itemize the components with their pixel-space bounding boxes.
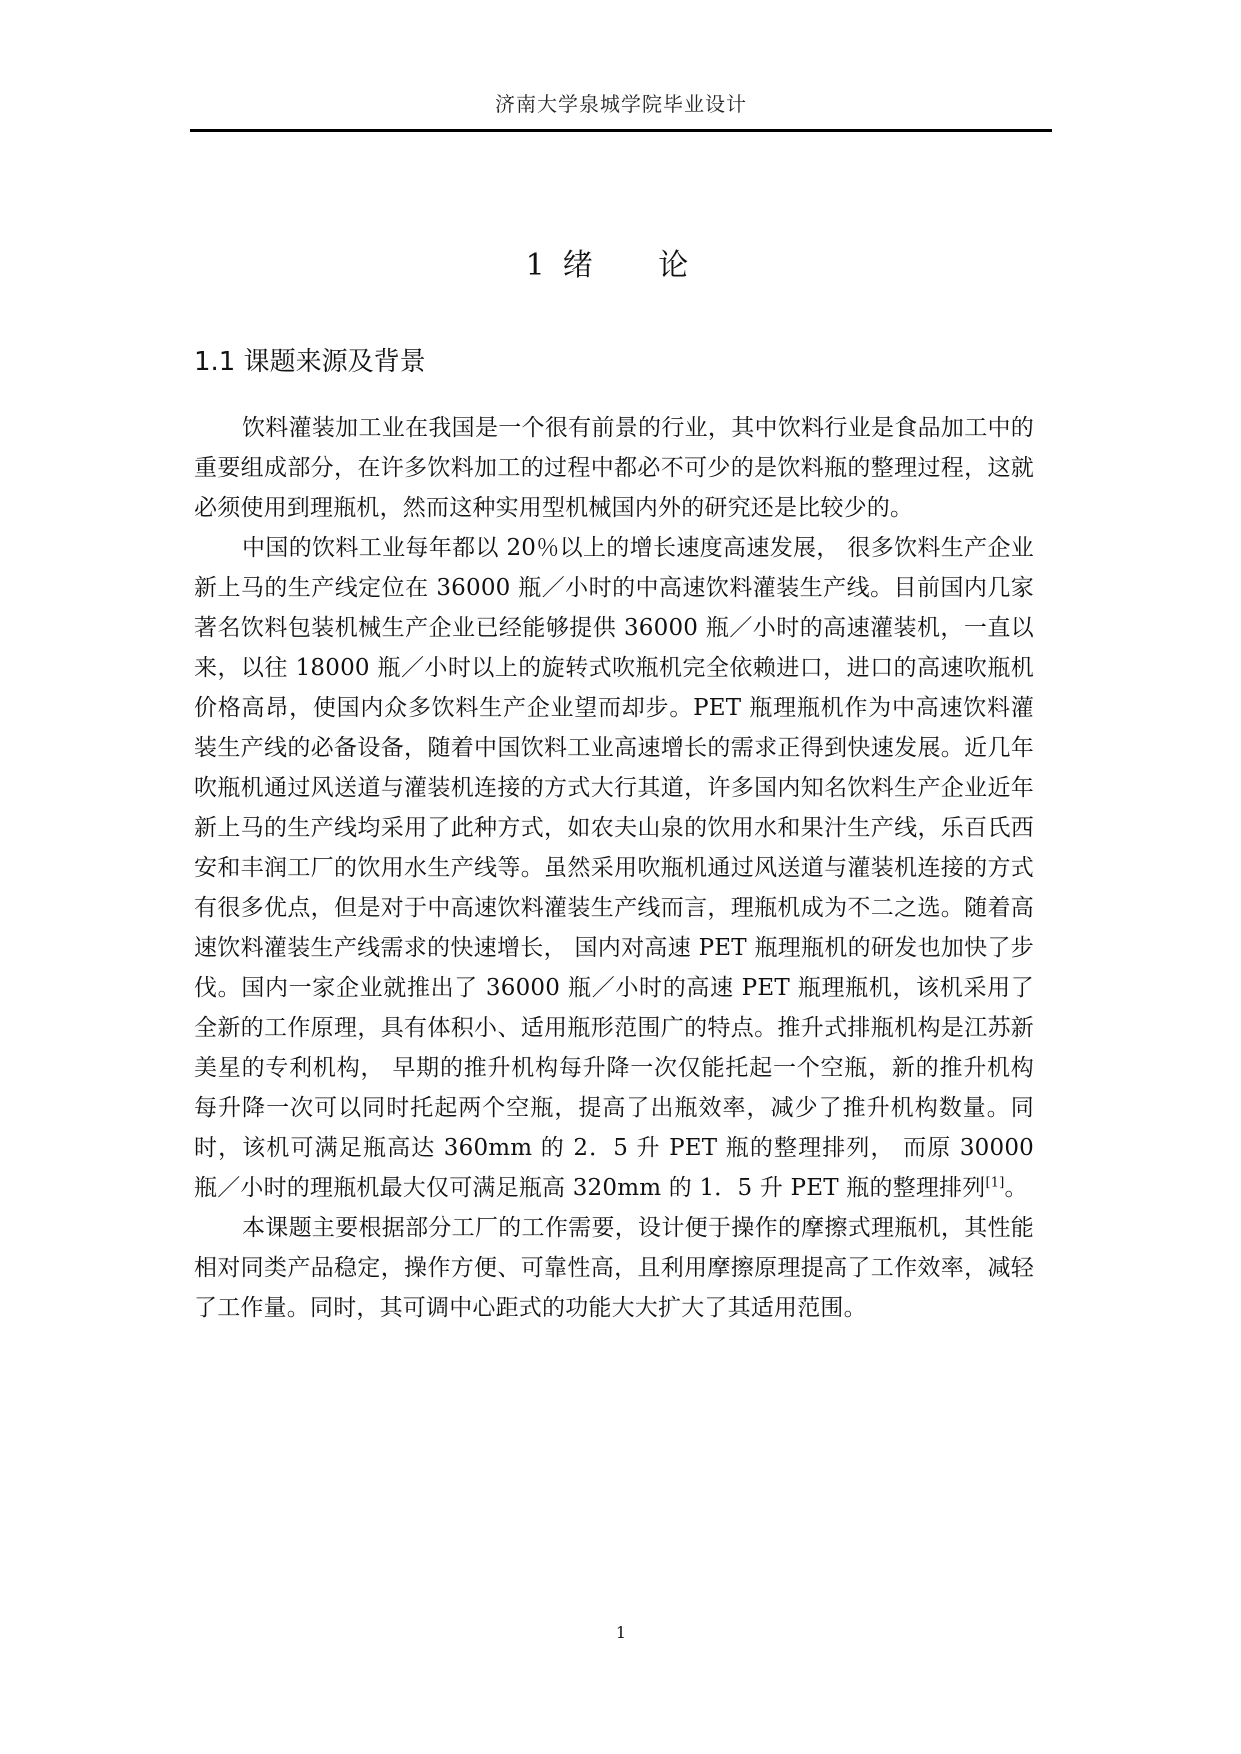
section-title: 1.1 课题来源及背景 bbox=[194, 347, 426, 377]
body-text bbox=[194, 408, 1034, 1328]
paragraph-1 bbox=[194, 408, 1034, 528]
paragraph-1-text: 饮料灌装加工业在我国是一个很有前景的行业，其中饮料行业是食品加工中的重要组成部分，在许多饮料加工的过程中都必不可少的是饮料瓶的整理过程，这就必须使用到理瓶机，然而这种实用型机械国内外的研究还是比较少的。 bbox=[194, 415, 1034, 521]
running-header: 济南大学泉城学院毕业设计 bbox=[495, 92, 747, 116]
paragraph-3-text: 本课题主要根据部分工厂的工作需要，设计便于操作的摩擦式理瓶机，其性能相对同类产品稳定，操作方便、可靠性高，且利用摩擦原理提高了工作效率，减轻了工作量。同时，其可调中心距式的功能大大扩大了其适用范围。 bbox=[194, 1215, 1034, 1321]
chapter-title bbox=[190, 240, 1052, 284]
page-number: 1 bbox=[615, 1623, 627, 1642]
chapter-heading: 绪 论 bbox=[562, 248, 717, 283]
header-divider bbox=[190, 129, 1052, 132]
chapter-number: 1 bbox=[525, 248, 547, 283]
paragraph-2-text: 中国的饮料工业每年都以 20％以上的增长速度高速发展， 很多饮料生产企业新上马的生产线定位在 36000 瓶／小时的中高速饮料灌装生产线。目前国内几家著名饮料包装机械生产企业已经能够提供 36000 瓶／小时的高速灌装机，一直以来，以往 18000 瓶／小时以上的旋转式吹瓶机完全依赖进口，进口的高速吹瓶机价格高昂，使国内众多饮料生产企业望而却步。PET 瓶理瓶机作为中高速饮料灌装生产线的必备设备，随着中国饮料工业高速增长的需求正得到快速发展。近几年吹瓶机通过风送道与灌装机连接的方式大行其道，许多国内知名饮料生产企业近年新上马的生产线均采用了此种方式，如农夫山泉的饮用水和果汁生产线，乐百氏西安和丰润工厂的饮用水生产线等。虽然采用吹瓶机通过风送道与灌装机连接的方式有很多优点，但是对于中高速饮料灌装生产线而言，理瓶机成为不二之选。随着高速饮料灌装生产线需求的快速增长， 国内对高速 PET 瓶理瓶机的研发也加快了步伐。国内一家企业就推出了 36000 瓶／小时的高速 PET 瓶理瓶机，该机采用了全新的工作原理，具有体积小、适用瓶形范围广的特点。推升式排瓶机构是江苏新美星的专利机构， 早期的推升机构每升降一次仅能托起一个空瓶，新的推升机构每升降一次可以同时托起两个空瓶，提高了出瓶效率，减少了推升机构数量。同时，该机可满足瓶高达 360mm 的 2．5 升 PET 瓶的整理排列， 而原 30000 瓶／小时的理瓶机最大仅可满足瓶高 320mm 的 1．5 升 PET 瓶的整理排列 bbox=[194, 535, 1034, 1201]
citation-marker: [1] bbox=[985, 1175, 1005, 1191]
citation-tail: 。 bbox=[1004, 1175, 1028, 1201]
paragraph-3 bbox=[194, 1208, 1034, 1328]
paragraph-2 bbox=[194, 528, 1034, 1208]
